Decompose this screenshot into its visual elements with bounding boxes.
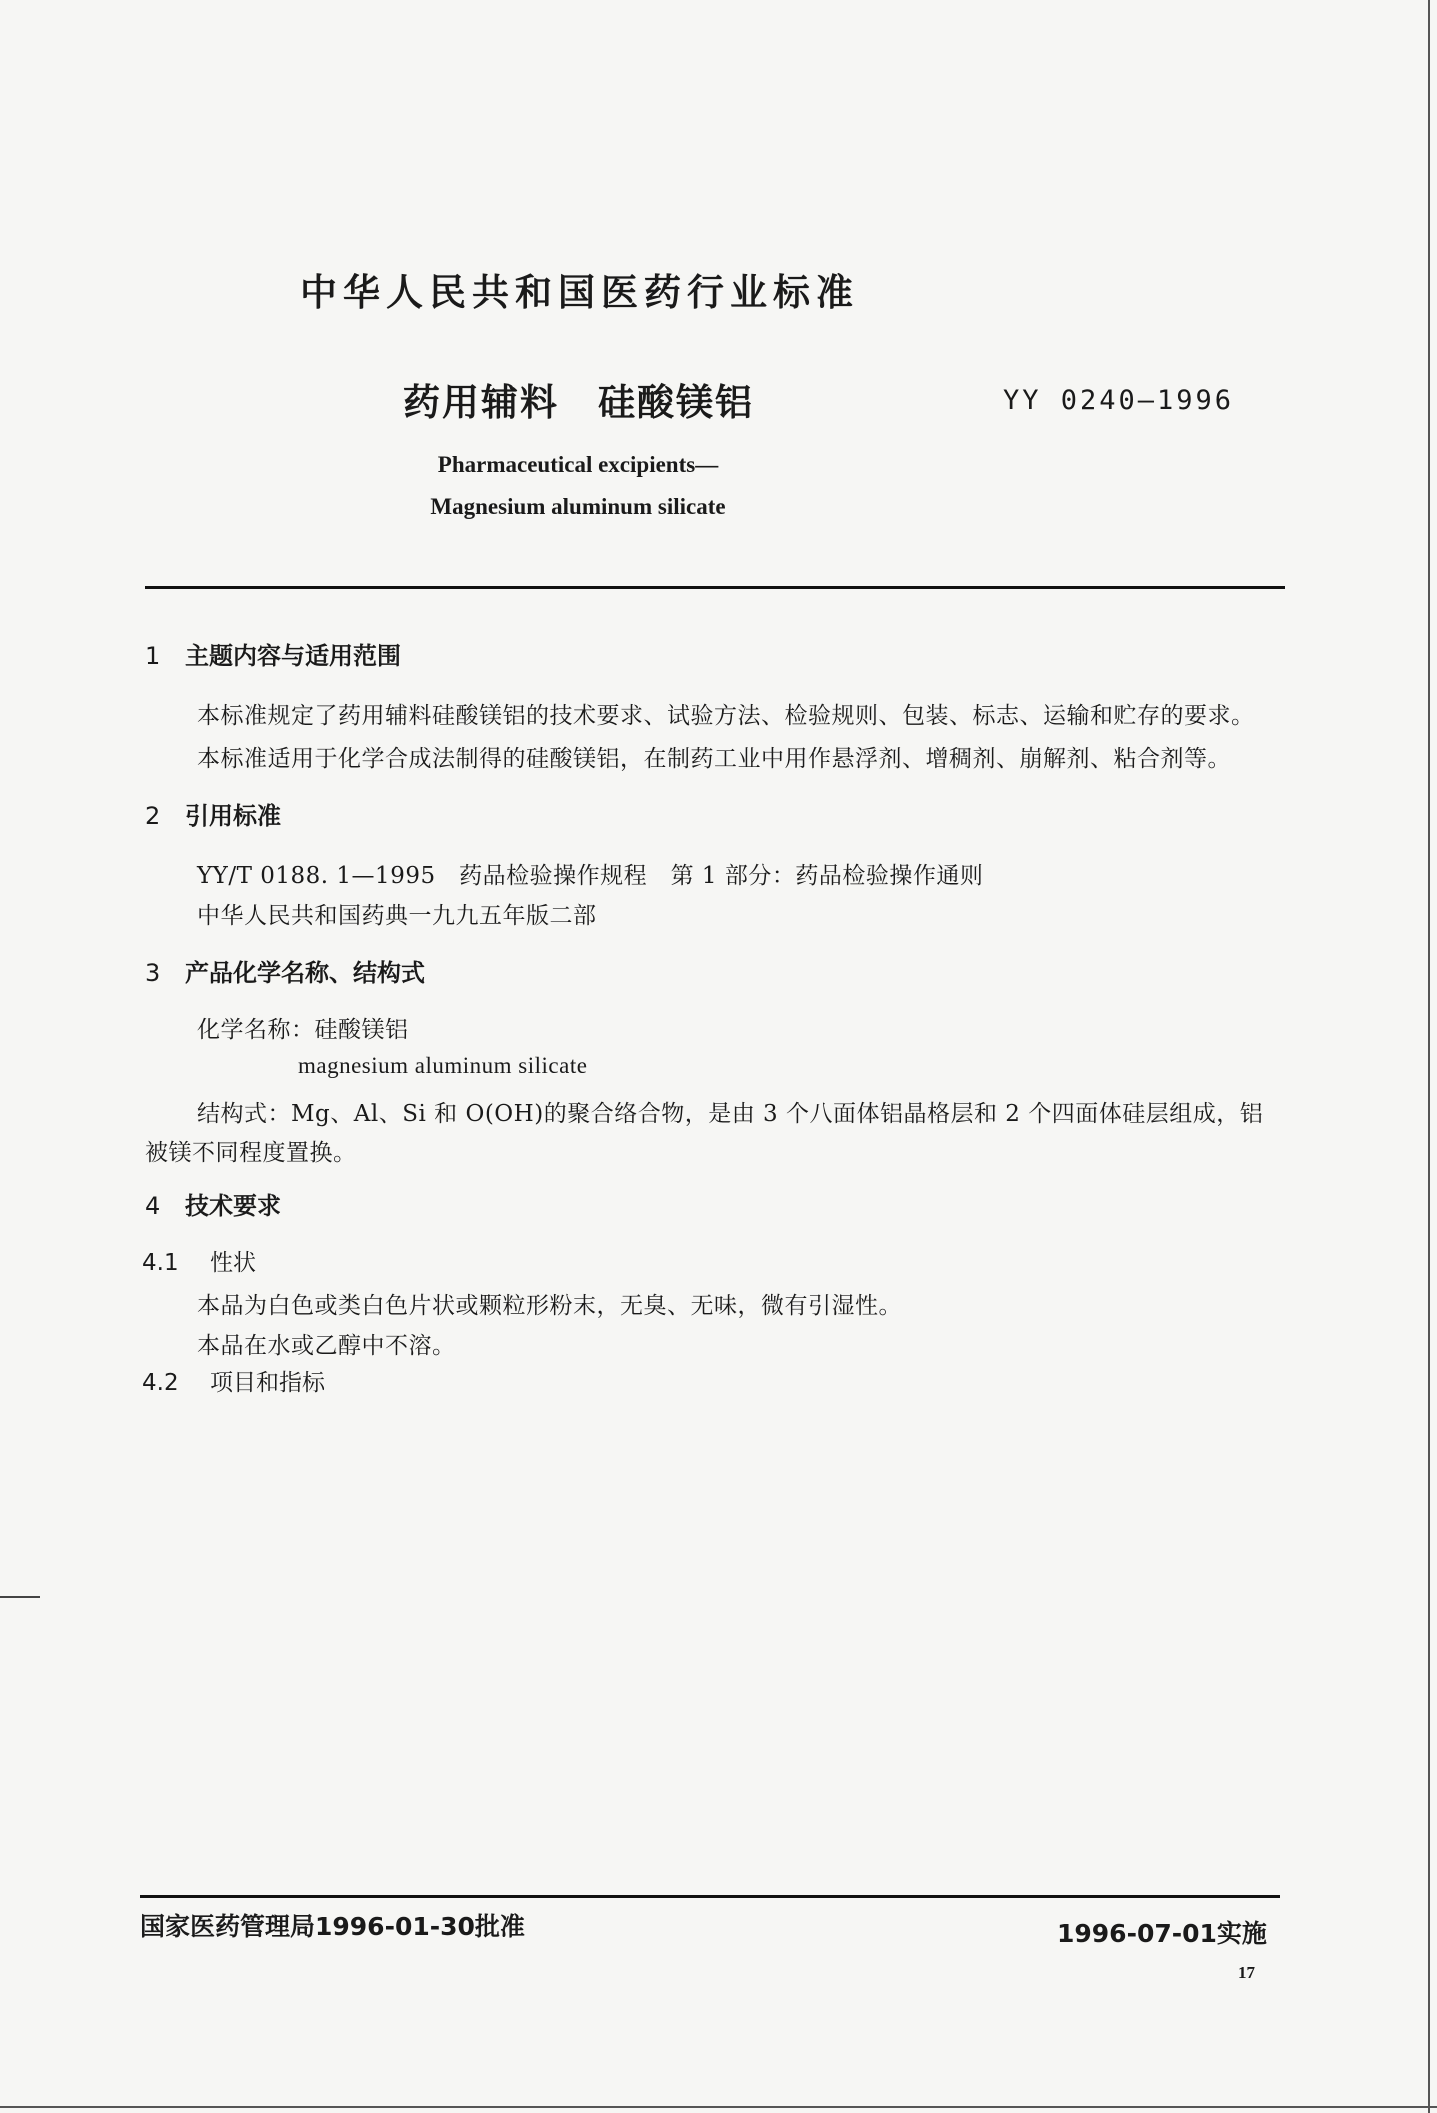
paragraph: 本品在水或乙醇中不溶。: [197, 1333, 456, 1359]
section-title: 技术要求: [185, 1192, 281, 1220]
section-number: 2: [145, 802, 161, 830]
page-border-bottom: [0, 2106, 1437, 2108]
reference-item: 中华人民共和国药典一九九五年版二部: [197, 903, 597, 929]
section-number: 4: [145, 1192, 161, 1220]
english-title-line2: Magnesium aluminum silicate: [430, 494, 726, 519]
header-rule: [145, 586, 1285, 589]
subsection-4-2-heading: [142, 1364, 325, 1397]
english-title-line1: Pharmaceutical excipients—: [437, 452, 719, 477]
paragraph: 本标准适用于化学合成法制得的硅酸镁铝，在制药工业中用作悬浮剂、增稠剂、崩解剂、粘合剂等。: [197, 746, 1231, 772]
page-edge-mark: [0, 1596, 40, 1598]
english-title: [413, 444, 743, 528]
paragraph: 被镁不同程度置换。: [145, 1140, 357, 1166]
section-3-heading: [145, 953, 425, 988]
subsection-number: 4.1: [142, 1250, 179, 1276]
reference-item: YY/T 0188. 1—1995 药品检验操作规程 第 1 部分：药品检验操作通则: [197, 863, 984, 889]
paragraph: 本品为白色或类白色片状或颗粒形粉末，无臭、无味，微有引湿性。: [197, 1293, 902, 1319]
section-1-heading: [145, 636, 401, 671]
page-border-right: [1428, 0, 1430, 2113]
approval-statement: 国家医药管理局1996-01-30批准: [140, 1912, 525, 1941]
effective-date: 1996-07-01实施: [1057, 1919, 1267, 1948]
document-title: 药用辅料 硅酸镁铝: [403, 381, 754, 424]
paragraph: 化学名称：硅酸镁铝: [197, 1017, 409, 1043]
section-number: 1: [145, 642, 161, 670]
section-title: 引用标准: [185, 802, 281, 830]
section-2-heading: [145, 796, 281, 831]
paragraph: magnesium aluminum silicate: [298, 1053, 588, 1078]
paragraph: 本标准规定了药用辅料硅酸镁铝的技术要求、试验方法、检验规则、包装、标志、运输和贮存的要求。: [197, 703, 1255, 729]
section-4-heading: [145, 1186, 281, 1221]
subsection-4-1-heading: [142, 1244, 256, 1277]
standard-title: 中华人民共和国医药行业标准: [300, 271, 859, 314]
subsection-title: 项目和指标: [210, 1370, 325, 1396]
paragraph: 结构式：Mg、Al、Si 和 O(OH)的聚合络合物，是由 3 个八面体铝晶格层和 2 个四面体硅层组成，铝: [197, 1101, 1264, 1127]
section-title: 主题内容与适用范围: [185, 642, 401, 670]
document-code: YY 0240—1996: [1003, 385, 1235, 416]
footer-rule: [140, 1895, 1280, 1898]
page-number: 17: [1238, 1963, 1255, 1982]
subsection-title: 性状: [210, 1250, 256, 1276]
subsection-number: 4.2: [142, 1370, 179, 1396]
section-number: 3: [145, 959, 161, 987]
section-title: 产品化学名称、结构式: [185, 959, 425, 987]
